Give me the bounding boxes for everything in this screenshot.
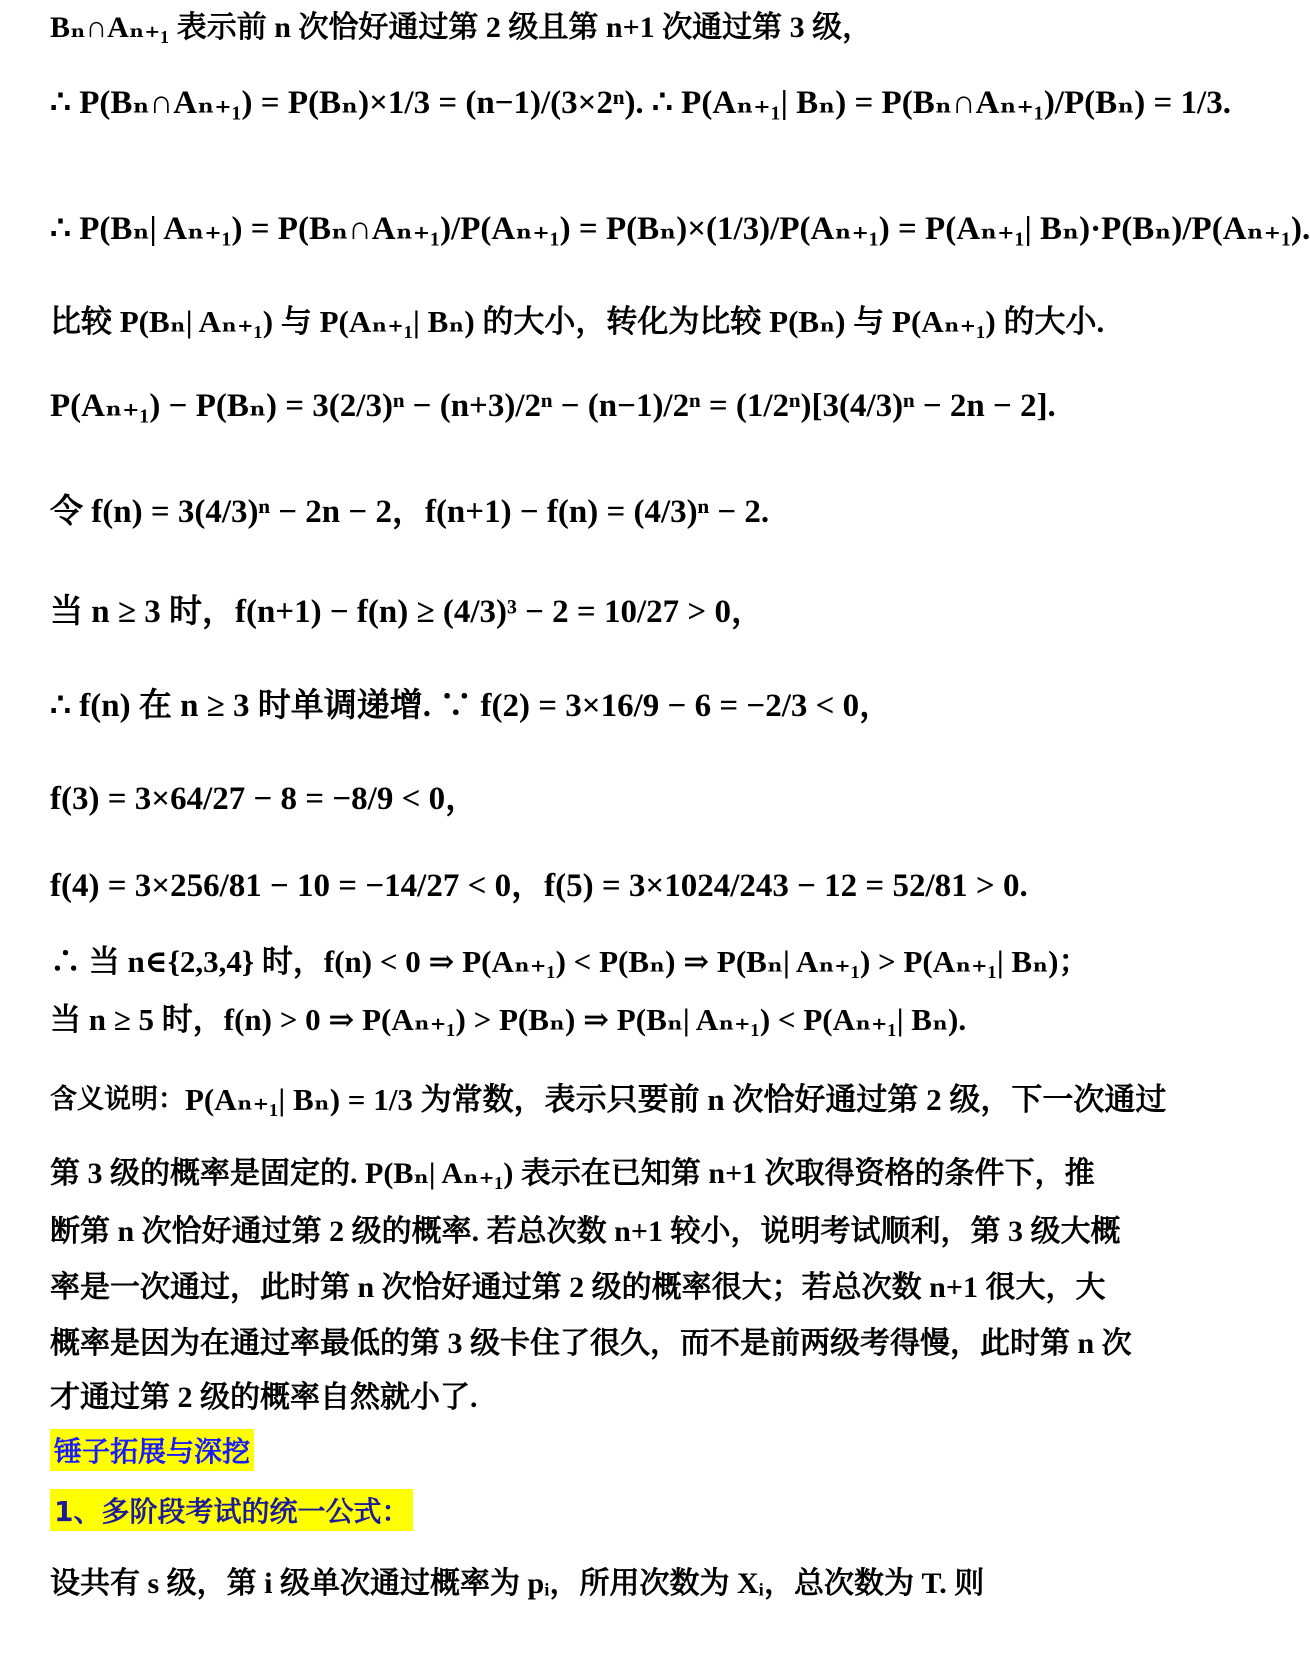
heading-1-row — [50, 1425, 1050, 1475]
meaning-line-5: 概率是因为在通过率最低的第 3 级卡住了很久，而不是前两级考得慢，此时第 n 次 — [50, 1327, 1132, 1360]
line-6: 令 f(n) = 3(4/3)ⁿ − 2n − 2，f(n+1) − f(n) = (4/3)ⁿ − 2. — [50, 493, 770, 530]
line-3: ∴ P(Bₙ| Aₙ₊₁) = P(Bₙ∩Aₙ₊₁)/P(Aₙ₊₁) = P(Bₙ)×(1/3)/P(Aₙ₊₁) = P(Aₙ₊₁| Bₙ)·P(Bₙ)/P(Aₙ₊₁). — [50, 211, 1310, 247]
line-5: P(Aₙ₊₁) − P(Bₙ) = 3(2/3)ⁿ − (n+3)/2ⁿ − (n−1)/2ⁿ = (1/2ⁿ)[3(4/3)ⁿ − 2n − 2]. — [50, 388, 1056, 424]
meaning-text: P(Aₙ₊₁| Bₙ) = 1/3 为常数，表示只要前 n 次恰好通过第 2 级，下一次通过 — [185, 1081, 1167, 1117]
last-line: 设共有 s 级，第 i 级单次通过概率为 pᵢ，所用次数为 Xᵢ，总次数为 T. 则 — [50, 1567, 985, 1600]
line-12: 当 n ≥ 5 时，f(n) > 0 ⇒ P(Aₙ₊₁) > P(Bₙ) ⇒ P(Bₙ| Aₙ₊₁) < P(Aₙ₊₁| Bₙ). — [50, 1001, 967, 1037]
line-2: ∴ P(Bₙ∩Aₙ₊₁) = P(Bₙ)×1/3 = (n−1)/(3×2ⁿ). ∴ P(Aₙ₊₁| Bₙ) = P(Bₙ∩Aₙ₊₁)/P(Bₙ) = 1/3. — [50, 85, 1231, 121]
meaning-line-4: 率是一次通过，此时第 n 次恰好通过第 2 级的概率很大；若总次数 n+1 很大，大 — [50, 1271, 1106, 1304]
meaning-line-2: 第 3 级的概率是固定的. P(Bₙ| Aₙ₊₁) 表示在已知第 n+1 次取得资格的条件下，推 — [50, 1157, 1095, 1190]
line-7: 当 n ≥ 3 时，f(n+1) − f(n) ≥ (4/3)³ − 2 = 10/27 > 0， — [50, 593, 764, 630]
line-8: ∴ f(n) 在 n ≥ 3 时单调递增. ∵ f(2) = 3×16/9 − 6 = −2/3 < 0， — [50, 687, 893, 724]
line-9: f(3) = 3×64/27 − 8 = −8/9 < 0， — [50, 780, 479, 817]
heading-2-row — [50, 1485, 1050, 1535]
heading-2: 1、多阶段考试的统一公式： — [50, 1489, 413, 1531]
meaning-line-3: 断第 n 次恰好通过第 2 级的概率. 若总次数 n+1 较小，说明考试顺利，第 3 级大概 — [50, 1215, 1121, 1248]
line-1: Bₙ∩Aₙ₊₁ 表示前 n 次恰好通过第 2 级且第 n+1 次通过第 3 级， — [50, 11, 873, 44]
meaning-line-6: 才通过第 2 级的概率自然就小了. — [50, 1381, 478, 1414]
meaning-line-1 — [50, 1056, 1167, 1136]
line-10: f(4) = 3×256/81 − 10 = −14/27 < 0，f(5) = 3×1024/243 − 12 = 52/81 > 0. — [50, 867, 1028, 904]
heading-1: 锤子拓展与深挖 — [50, 1429, 254, 1471]
line-11: ∴ 当 n∈{2,3,4} 时，f(n) < 0 ⇒ P(Aₙ₊₁) < P(Bₙ) ⇒ P(Bₙ| Aₙ₊₁) > P(Aₙ₊₁| Bₙ)； — [50, 943, 1090, 979]
meaning-label: 含义说明： — [50, 1083, 185, 1115]
line-4: 比较 P(Bₙ| Aₙ₊₁) 与 P(Aₙ₊₁| Bₙ) 的大小，转化为比较 P(Bₙ) 与 P(Aₙ₊₁) 的大小. — [50, 303, 1105, 339]
